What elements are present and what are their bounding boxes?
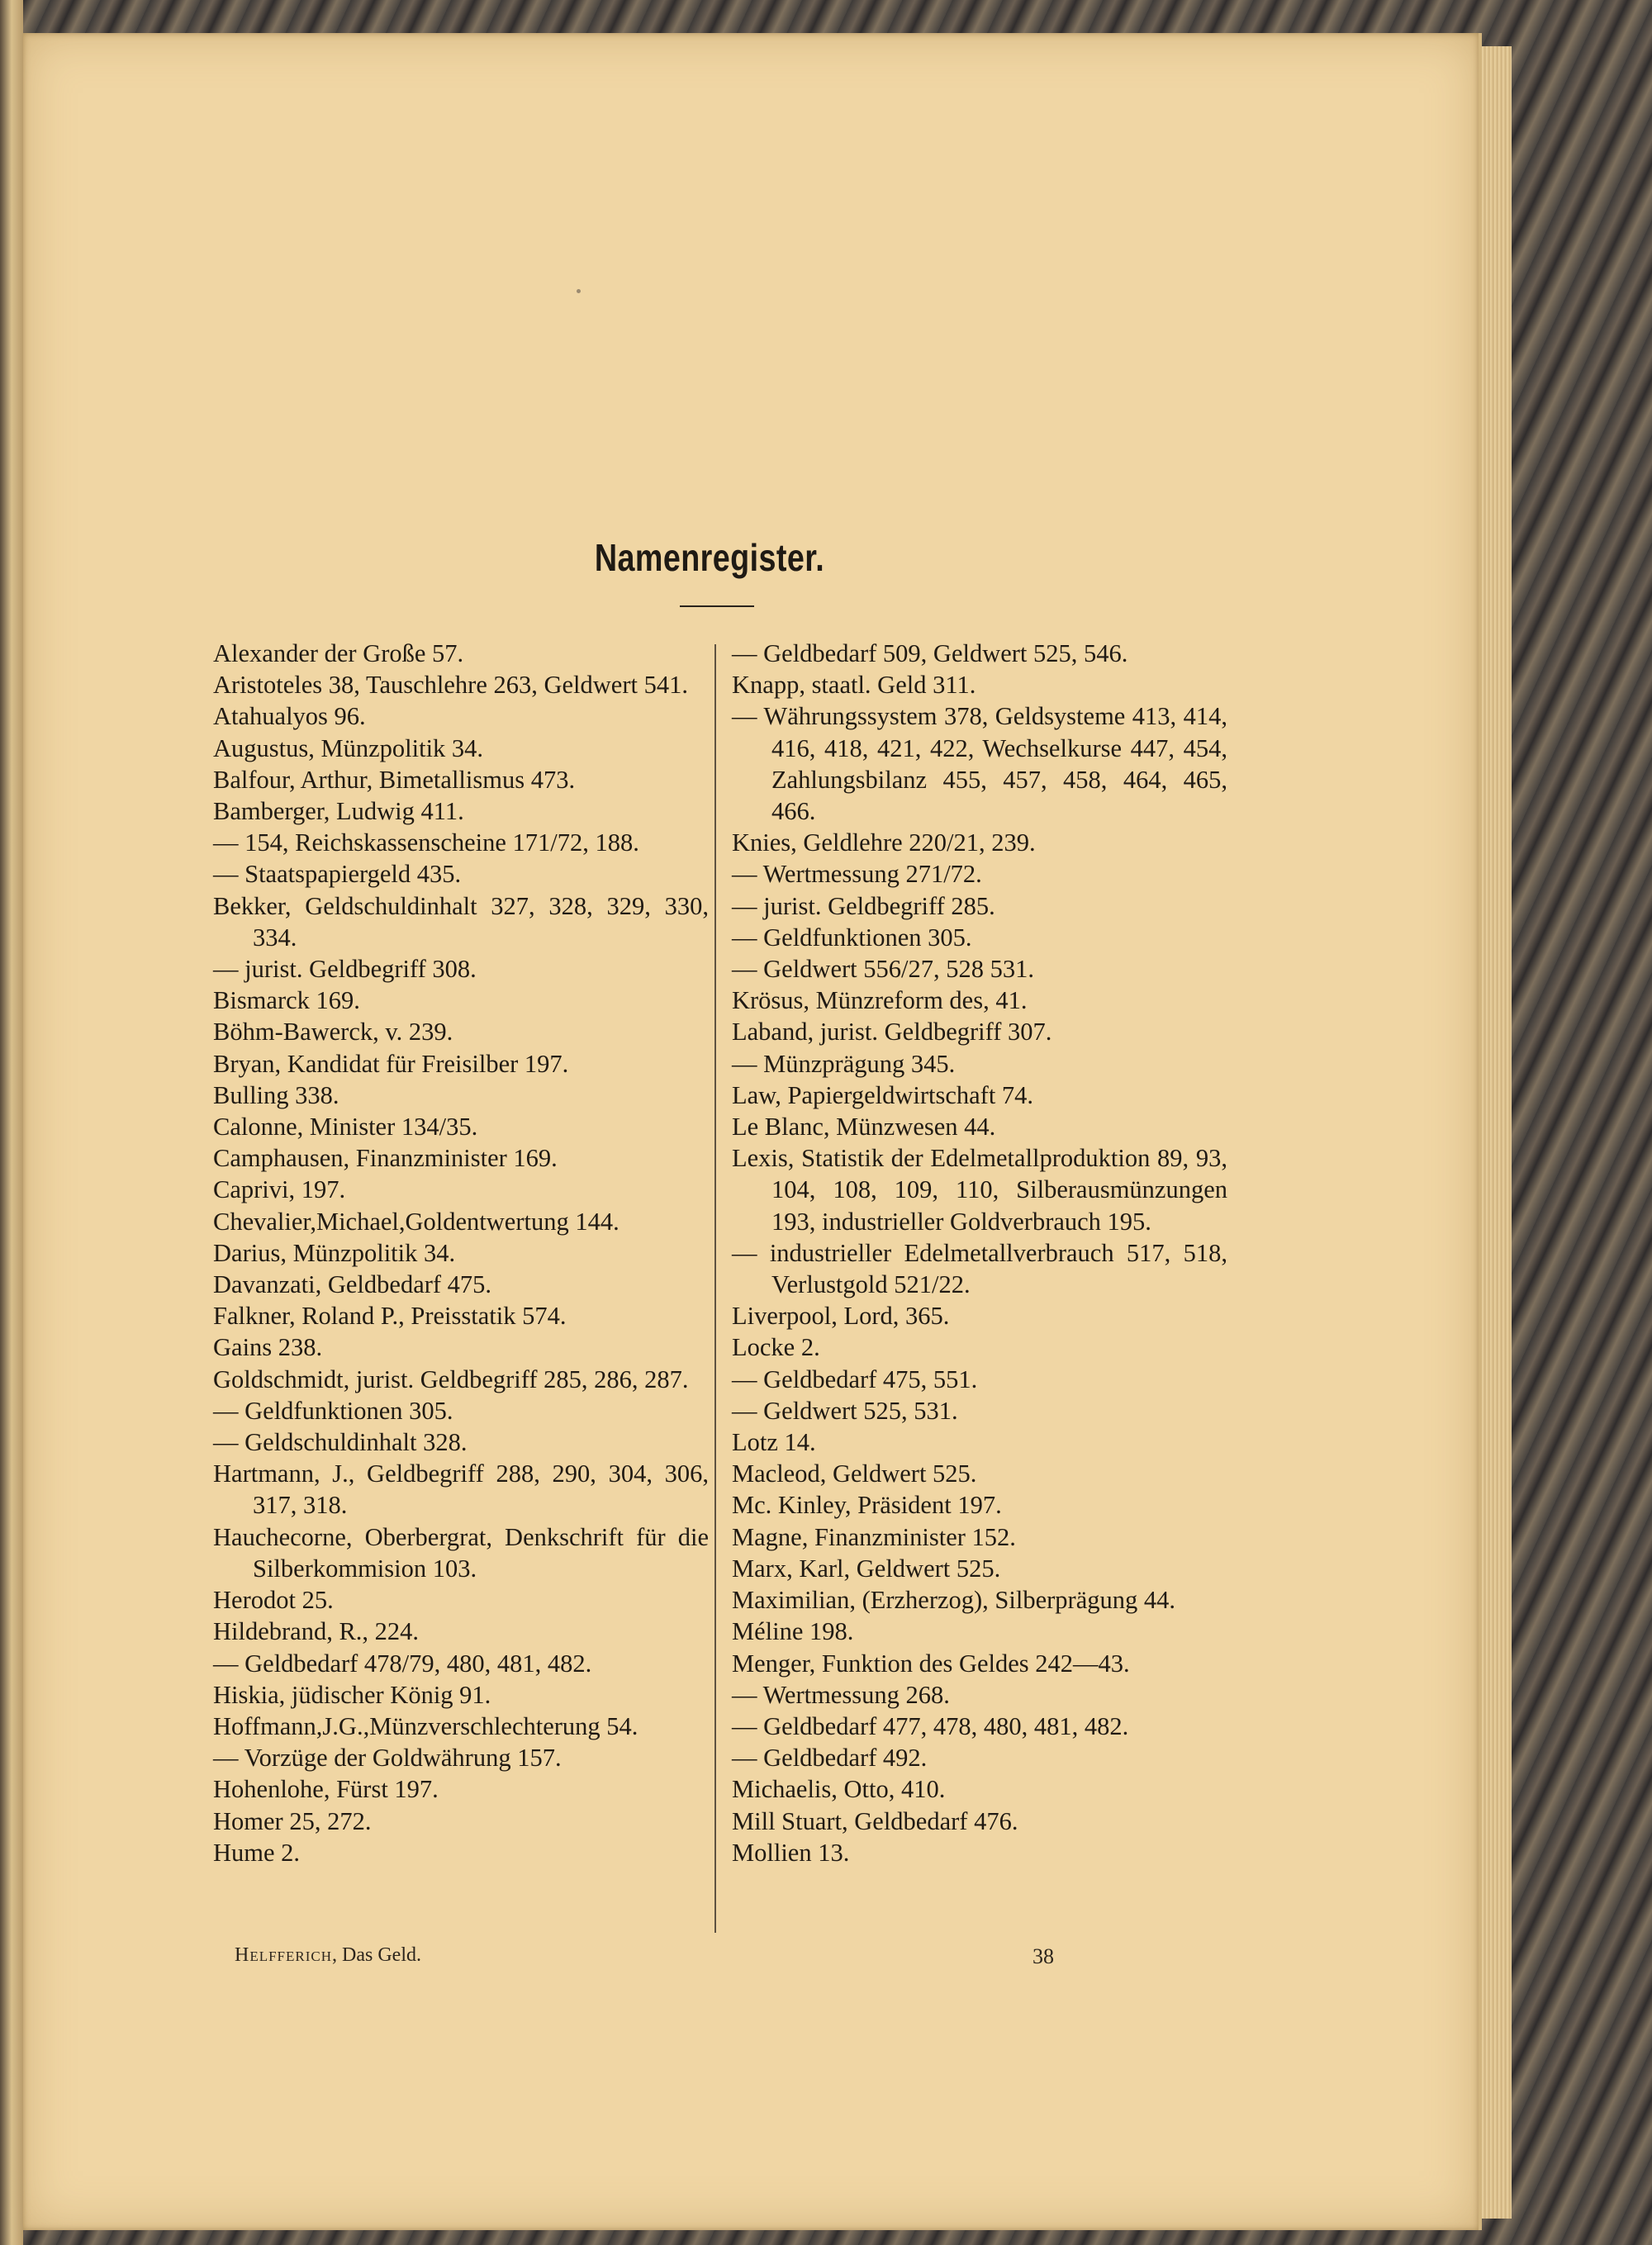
index-entry: Hohenlohe, Fürst 197. <box>213 1775 439 1804</box>
index-entry: Laband, jurist. Geldbegriff 307. <box>732 1018 1052 1047</box>
index-entry: Liverpool, Lord, 365. <box>732 1302 950 1331</box>
index-entry: Alexander der Große 57. <box>213 639 464 667</box>
index-entry: Homer 25, 272. <box>213 1806 372 1835</box>
index-entry: Bulling 338. <box>213 1080 339 1109</box>
index-entry: Camphausen, Finanzminister 169. <box>213 1144 558 1173</box>
index-entry: Lexis, Statistik der Edelmetallproduktion 89, 93, 104, 108, 109, 110, Silberausmünzungen 193, industrieller Goldverbrauch 195. <box>732 1144 1227 1236</box>
index-entry: — Geldfunktionen 305. <box>732 923 972 952</box>
index-entry: Krösus, Münzreform des, 41. <box>732 986 1028 1015</box>
index-entry: Balfour, Arthur, Bimetallismus 473. <box>213 765 576 794</box>
index-entry: Le Blanc, Münzwesen 44. <box>732 1113 996 1141</box>
index-entry: — Geldwert 556/27, 528 531. <box>732 955 1034 984</box>
paper-page <box>23 33 1482 2230</box>
index-entry: Caprivi, 197. <box>213 1175 346 1204</box>
index-entry: — Geldbedarf 475, 551. <box>732 1365 978 1393</box>
page-spine <box>0 0 23 2245</box>
index-entry: — Münzprägung 345. <box>732 1049 956 1078</box>
index-entry: Mollien 13. <box>732 1838 850 1867</box>
index-entry: Falkner, Roland P., Preisstatik 574. <box>213 1302 567 1331</box>
page-title: Namenregister. <box>594 536 825 579</box>
footer-author: Helfferich <box>235 1944 333 1966</box>
index-entry: Bekker, Geldschuldinhalt 327, 328, 329, 330, 334. <box>213 891 709 952</box>
index-entry: — Wertmessung 271/72. <box>732 860 982 889</box>
page-edges <box>1479 46 1512 2219</box>
index-entry: Michaelis, Otto, 410. <box>732 1775 946 1804</box>
index-entry: Hume 2. <box>213 1838 301 1867</box>
index-entry: Mill Stuart, Geldbedarf 476. <box>732 1806 1018 1835</box>
index-entry: Aristoteles 38, Tauschlehre 263, Geldwert 541. <box>213 671 688 700</box>
index-entry: Herodot 25. <box>213 1586 334 1615</box>
index-entry: Méline 198. <box>732 1617 854 1646</box>
index-entry: — Geldbedarf 477, 478, 480, 481, 482. <box>732 1711 1129 1740</box>
index-entry: Hauchecorne, Oberbergrat, Denkschrift für die Silberkommision 103. <box>213 1522 709 1583</box>
index-entry: Lotz 14. <box>732 1428 816 1457</box>
index-entry: — Geldschuldinhalt 328. <box>213 1428 468 1457</box>
ink-speck <box>577 289 581 293</box>
index-entry: Mc. Kinley, Präsident 197. <box>732 1491 1002 1520</box>
index-entry: Locke 2. <box>732 1333 820 1362</box>
index-entry: Bryan, Kandidat für Freisilber 197. <box>213 1049 569 1078</box>
index-entry: Goldschmidt, jurist. Geldbegriff 285, 286, 287. <box>213 1365 689 1393</box>
index-entry: Gains 238. <box>213 1333 323 1362</box>
index-entry: — Wertmessung 268. <box>732 1680 950 1709</box>
index-entry: — jurist. Geldbegriff 285. <box>732 891 995 920</box>
index-entry: Chevalier,Michael,Goldentwertung 144. <box>213 1207 620 1236</box>
index-entry: — Geldbedarf 492. <box>732 1744 928 1773</box>
index-entry: — Vorzüge der Goldwährung 157. <box>213 1744 562 1773</box>
index-entry: Macleod, Geldwert 525. <box>732 1459 977 1488</box>
index-entry: — Geldbedarf 478/79, 480, 481, 482. <box>213 1649 592 1678</box>
index-entry: Marx, Karl, Geldwert 525. <box>732 1554 1001 1583</box>
footer-signature <box>235 1944 421 1967</box>
index-entry: Bismarck 169. <box>213 986 360 1015</box>
index-entry: — Währungssystem 378, Geldsysteme 413, 414, 416, 418, 421, 422, Wechselkurse 447, 454, Zahlungsbilanz 455, 457, 458, 464, 465, 466. <box>732 702 1227 826</box>
index-entry: Law, Papiergeldwirtschaft 74. <box>732 1080 1034 1109</box>
index-entry: — Geldwert 525, 531. <box>732 1396 958 1425</box>
index-entry: Hiskia, jüdischer König 91. <box>213 1680 491 1709</box>
index-entry: Davanzati, Geldbedarf 475. <box>213 1270 492 1299</box>
index-column-right <box>732 638 1227 1868</box>
footer-title: , Das Geld. <box>332 1944 421 1966</box>
index-entry: Magne, Finanzminister 152. <box>732 1522 1016 1551</box>
index-entry: Knapp, staatl. Geld 311. <box>732 671 976 700</box>
index-entry: Hoffmann,J.G.,Münzverschlechterung 54. <box>213 1711 638 1740</box>
index-entry: — industrieller Edelmetallverbrauch 517, 518, Verlustgold 521/22. <box>732 1238 1227 1299</box>
column-divider <box>714 644 716 1933</box>
index-entry: — 154, Reichskassenscheine 171/72, 188. <box>213 828 639 857</box>
title-rule <box>680 605 754 607</box>
index-entry: Bamberger, Ludwig 411. <box>213 797 464 826</box>
index-entry: Hildebrand, R., 224. <box>213 1617 420 1646</box>
index-entry: Darius, Münzpolitik 34. <box>213 1238 456 1267</box>
index-entry: Menger, Funktion des Geldes 242—43. <box>732 1649 1130 1678</box>
index-entry: Calonne, Minister 134/35. <box>213 1113 478 1141</box>
index-entry: — Geldfunktionen 305. <box>213 1396 453 1425</box>
index-entry: Augustus, Münzpolitik 34. <box>213 733 484 762</box>
index-entry: Böhm-Bawerck, v. 239. <box>213 1018 453 1047</box>
index-entry: Maximilian, (Erzherzog), Silberprägung 44. <box>732 1586 1175 1615</box>
page-number: 38 <box>1032 1944 1054 1968</box>
index-entry: Knies, Geldlehre 220/21, 239. <box>732 828 1036 857</box>
index-column-left <box>213 638 709 1868</box>
index-entry: Hartmann, J., Geldbegriff 288, 290, 304, 306, 317, 318. <box>213 1459 709 1520</box>
index-entry: — Staatspapiergeld 435. <box>213 860 462 889</box>
index-entry: Atahualyos 96. <box>213 702 366 731</box>
index-entry: — jurist. Geldbegriff 308. <box>213 955 477 984</box>
index-entry: — Geldbedarf 509, Geldwert 525, 546. <box>732 639 1128 667</box>
